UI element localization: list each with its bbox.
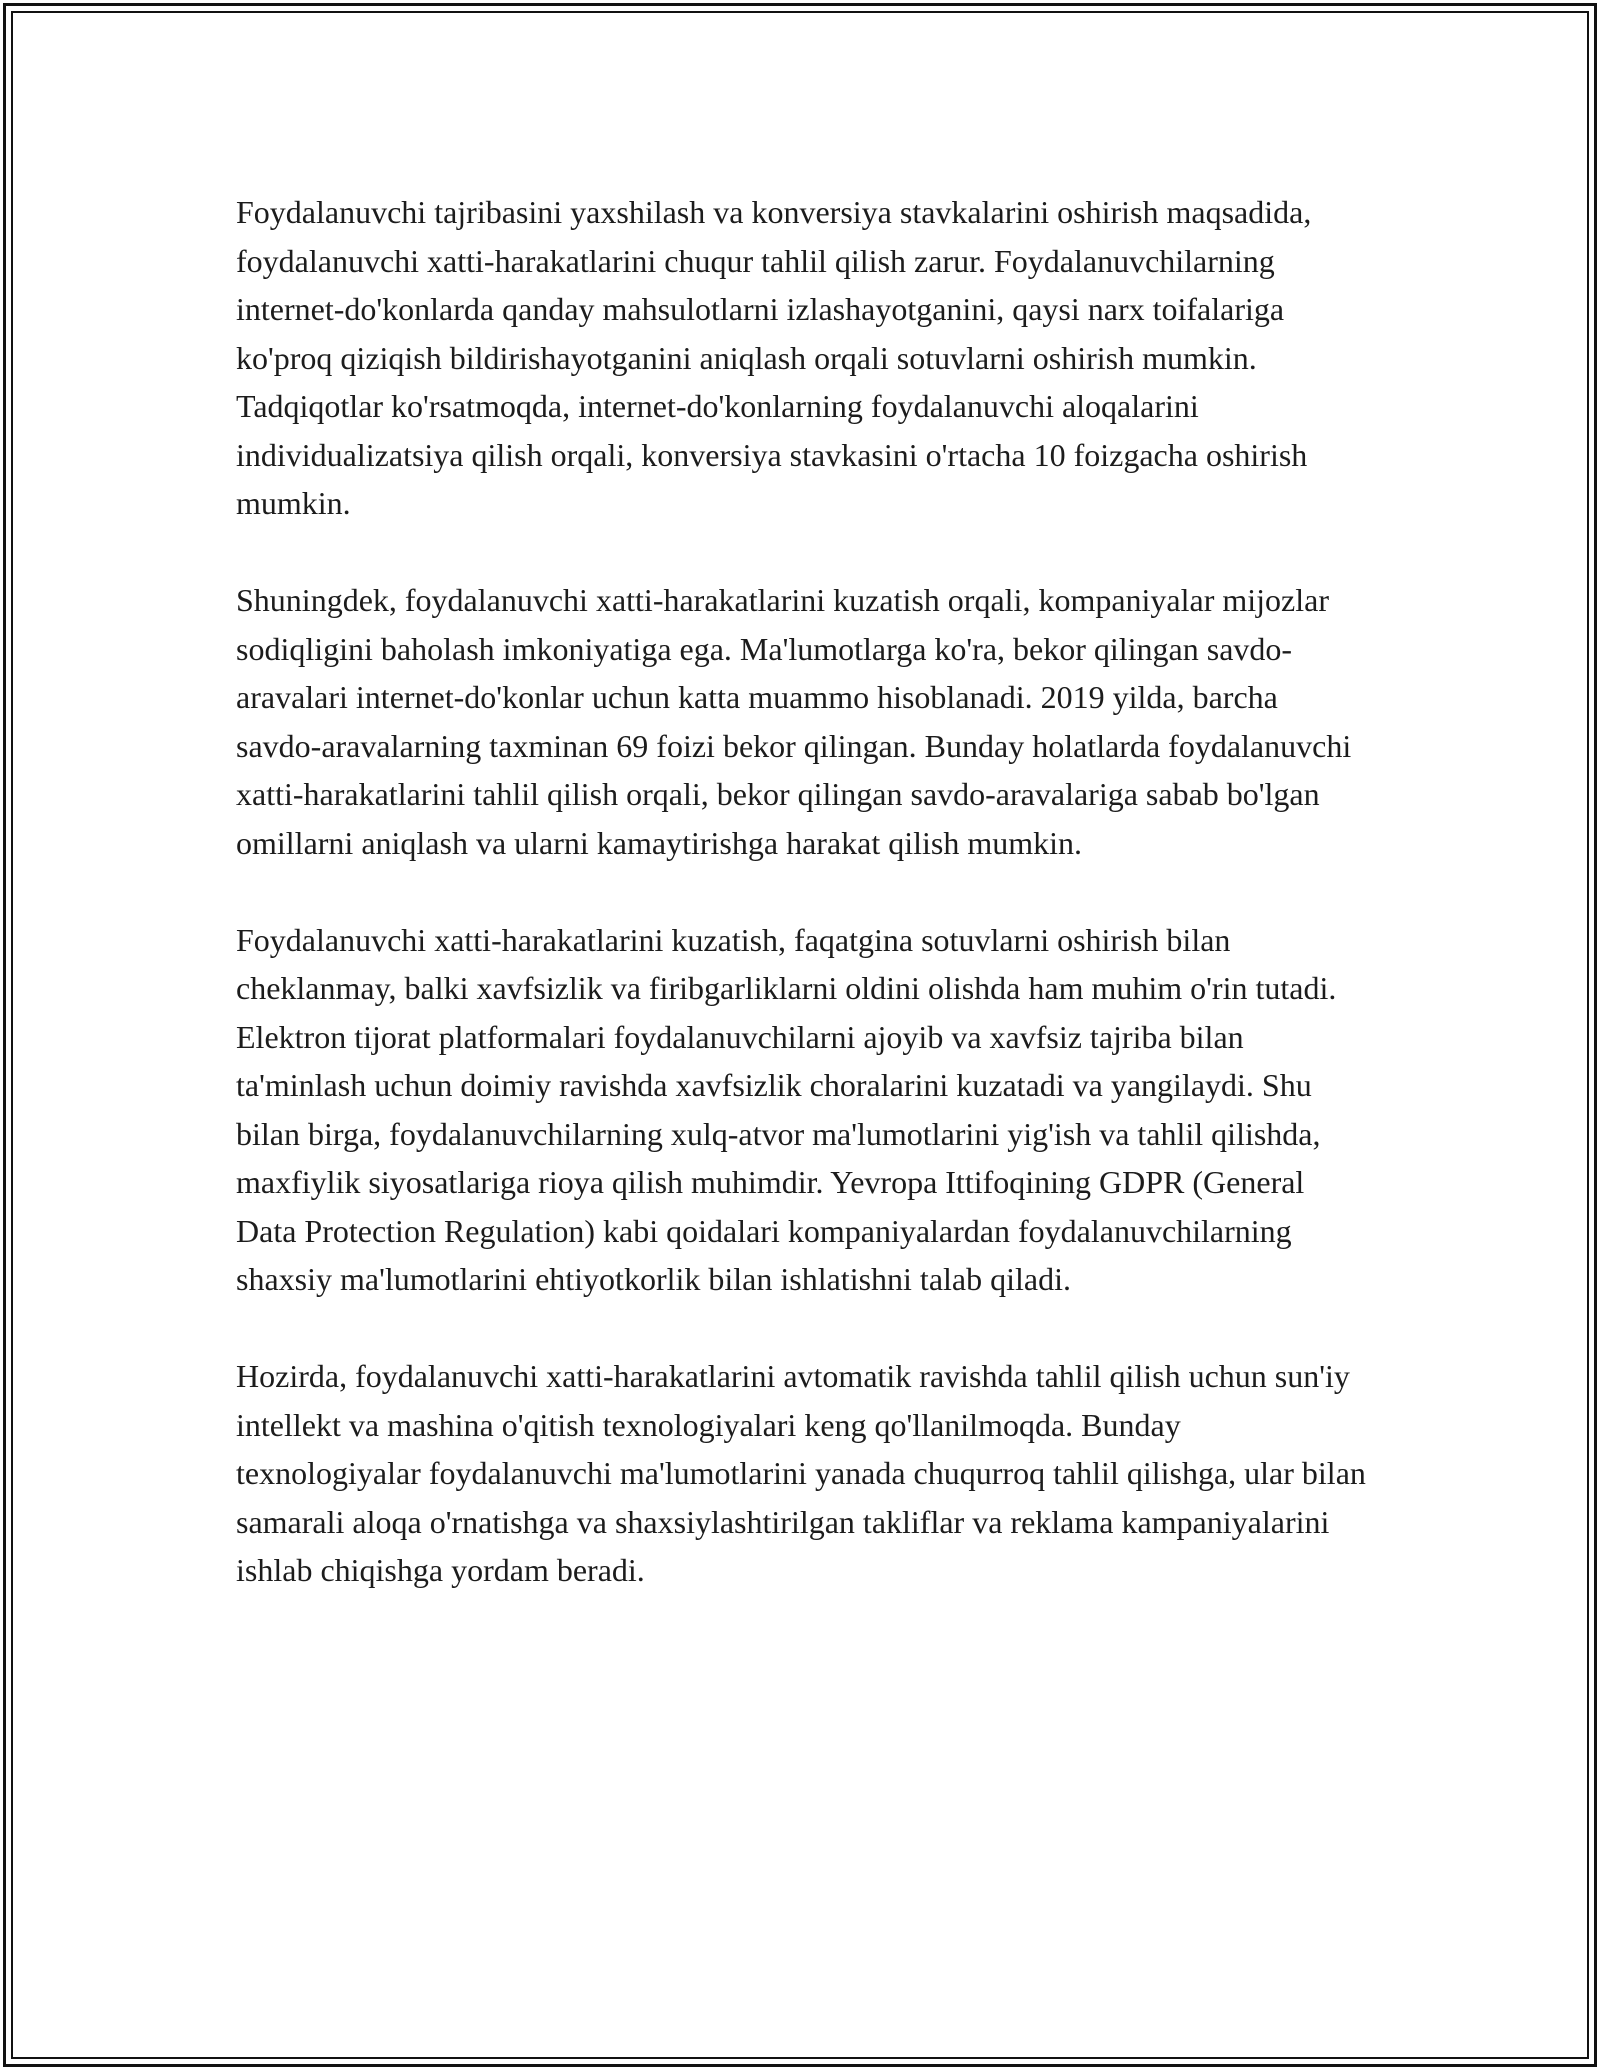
paragraph-1: Foydalanuvchi tajribasini yaxshilash va konversiya stavkalarini oshirish maqsadida, foydalanuvchi xatti-harakatlarini chuqur tahlil qilish zarur. Foydalanuvchilarning internet-do'konlarda qanday mahsulotlarni izlashayotganini, qaysi narx toifalariga ko'proq qiziqish bildirishayotganini aniqlash orqali sotuvlarni oshirish mumkin. Tadqiqotlar ko'rsatmoqda, internet-do'konlarning foydalanuvchi aloqalarini individualizatsiya qilish orqali, konversiya stavkasini o'rtacha 10 foizgacha oshirish mumkin. bbox=[236, 194, 1312, 521]
document-body bbox=[236, 188, 1366, 1595]
paragraph-4: Hozirda, foydalanuvchi xatti-harakatlarini avtomatik ravishda tahlil qilish uchun sun'iy intellekt va mashina o'qitish texnologiyalari keng qo'llanilmoqda. Bunday texnologiyalar foydalanuvchi ma'lumotlarini yanada chuqurroq tahlil qilishga, ular bilan samarali aloqa o'rnatishga va shaxsiylashtirilgan takliflar va reklama kampaniyalarini ishlab chiqishga yordam beradi. bbox=[236, 1358, 1366, 1588]
paragraph-2: Shuningdek, foydalanuvchi xatti-harakatlarini kuzatish orqali, kompaniyalar mijozlar sodiqligini baholash imkoniyatiga ega. Ma'lumotlarga ko'ra, bekor qilingan savdo-aravalari internet-do'konlar uchun katta muammo hisoblanadi. 2019 yilda, barcha savdo-aravalarning taxminan 69 foizi bekor qilingan. Bunday holatlarda foydalanuvchi xatti-harakatlarini tahlil qilish orqali, bekor qilingan savdo-aravalariga sabab bo'lgan omillarni aniqlash va ularni kamaytirishga harakat qilish mumkin. bbox=[236, 582, 1352, 861]
paragraph-3: Foydalanuvchi xatti-harakatlarini kuzatish, faqatgina sotuvlarni oshirish bilan cheklanmay, balki xavfsizlik va firibgarliklarni oldini olishda ham muhim o'rin tutadi. Elektron tijorat platformalari foydalanuvchilarni ajoyib va xavfsiz tajriba bilan ta'minlash uchun doimiy ravishda xavfsizlik choralarini kuzatadi va yangilaydi. Shu bilan birga, foydalanuvchilarning xulq-atvor ma'lumotlarini yig'ish va tahlil qilishda, maxfiylik siyosatlariga rioya qilish muhimdir. Yevropa Ittifoqining GDPR (General Data Protection Regulation) kabi qoidalari kompaniyalardan foydalanuvchilarning shaxsiy ma'lumotlarini ehtiyotkorlik bilan ishlatishni talab qiladi. bbox=[236, 921, 1337, 1297]
